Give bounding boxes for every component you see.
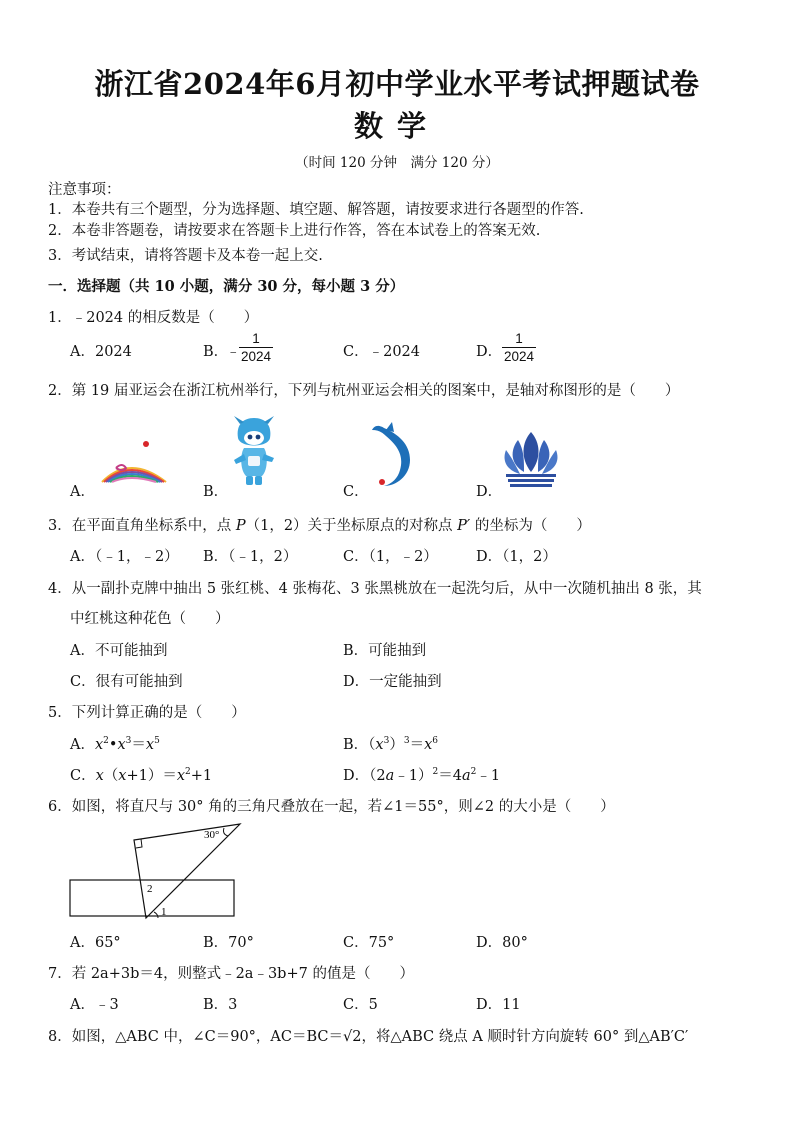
q3-option-d[interactable]: D．（1，2） <box>476 549 557 565</box>
q2-option-c[interactable]: C． <box>343 484 369 500</box>
option-label: D． <box>343 768 370 784</box>
time-info: （时间 120 分钟 满分 120 分） <box>295 155 499 171</box>
q6-ruler-triangle-figure <box>66 818 242 922</box>
q2-option-d[interactable]: D． <box>476 484 503 500</box>
q4-option-a[interactable]: A．不可能抽到 <box>70 643 168 659</box>
fraction-denominator: 2024 <box>240 349 272 364</box>
q1-option-b-sign: ﹣ <box>226 344 241 360</box>
notes-heading: 注意事项： <box>48 182 121 198</box>
section-heading: 一．选择题（共 10 小题，满分 30 分，每小题 3 分） <box>48 278 405 295</box>
q5-option-c[interactable]: C．$x(x+1)=x^2+1$ <box>70 767 213 784</box>
q1-option-d-label[interactable]: D． <box>476 344 503 360</box>
lotus-icon <box>500 428 562 490</box>
q3-stem-mid: （1，2）关于坐标原点的对称点 <box>245 518 458 534</box>
q3-stem-post: 的坐标为（ ） <box>470 518 591 534</box>
q1-option-a[interactable]: A．2024 <box>70 344 132 360</box>
q3-point-p-prime: P′ <box>457 518 471 534</box>
q2-stem: 2．第 19 届亚运会在浙江杭州举行，下列与杭州亚运会相关的图案中，是轴对称图形的是（ ） <box>48 383 680 399</box>
rainbow-emblem-icon <box>96 436 172 488</box>
mascot-icon <box>230 414 278 490</box>
q6-option-b[interactable]: B．70° <box>203 935 254 951</box>
subject-title: 数学 <box>353 109 440 143</box>
q3-option-c[interactable]: C．（1，﹣2） <box>343 549 438 565</box>
fraction-numerator: 1 <box>252 331 260 346</box>
q3-stem <box>48 514 591 535</box>
fraction-numerator: 1 <box>515 331 523 346</box>
q6-option-c[interactable]: C．75° <box>343 935 395 951</box>
q1-option-b-fraction <box>239 331 273 364</box>
q7-option-a[interactable]: A．﹣3 <box>70 997 119 1013</box>
q5-option-d[interactable]: D．$(2a﹣1)^2=4a^2﹣1$ <box>343 767 501 784</box>
q6-stem: 6．如图，将直尺与 30° 角的三角尺叠放在一起，若∠1＝55°，则∠2 的大小是（ ） <box>48 799 615 815</box>
q2-option-b[interactable]: B． <box>203 484 229 500</box>
q4-option-c[interactable]: C．很有可能抽到 <box>70 674 183 690</box>
q4-stem-line2: 中红桃这种花色（ ） <box>70 611 230 627</box>
note-item: 1．本卷共有三个题型，分为选择题、填空题、解答题，请按要求进行各题型的作答. <box>48 202 584 218</box>
q2-option-a[interactable]: A． <box>70 484 95 500</box>
fraction-denominator: 2024 <box>503 349 535 364</box>
q1-stem: 1．﹣2024 的相反数是（ ） <box>48 310 259 326</box>
q6-option-a[interactable]: A．65° <box>70 935 121 951</box>
option-label: B． <box>343 737 369 753</box>
q5-option-b[interactable]: B．$(x^3)^3=x^6$ <box>343 736 438 753</box>
option-label: C． <box>70 768 96 784</box>
q7-option-c[interactable]: C．5 <box>343 997 378 1013</box>
q6-angle-2-label: 2 <box>147 883 153 895</box>
q3-option-a[interactable]: A．（﹣1，﹣2） <box>70 549 179 565</box>
q1-option-c[interactable]: C．﹣2024 <box>343 344 420 360</box>
q4-option-d[interactable]: D．一定能抽到 <box>343 674 442 690</box>
q6-option-d[interactable]: D．80° <box>476 935 528 951</box>
q1-option-d-fraction <box>502 331 536 364</box>
q7-option-d[interactable]: D．11 <box>476 997 521 1013</box>
q8-stem: 8．如图，△ABC 中，∠C＝90°，AC＝BC＝√2，将△ABC 绕点 A 顺时针方向旋转 60° 到△AB′C′ <box>48 1029 689 1045</box>
q4-stem-line1: 4．从一副扑克牌中抽出 5 张红桃、4 张梅花、3 张黑桃放在一起洗匀后，从中一次随机抽出 8 张，其 <box>48 581 702 597</box>
exam-title: 浙江省2024年6月初中学业水平考试押题试卷 <box>94 67 700 101</box>
dolphin-icon <box>370 420 418 490</box>
q7-option-b[interactable]: B．3 <box>203 997 238 1013</box>
q3-point-p: P <box>235 518 246 534</box>
q3-stem-pre: 3．在平面直角坐标系中，点 <box>48 518 236 534</box>
q7-stem: 7．若 2a+3b＝4，则整式﹣2a﹣3b+7 的值是（ ） <box>48 966 414 982</box>
q3-option-b[interactable]: B．（﹣1，2） <box>203 549 298 565</box>
note-item: 2．本卷非答题卷，请按要求在答题卡上进行作答，答在本试卷上的答案无效. <box>48 223 541 239</box>
note-item: 3．考试结束，请将答题卡及本卷一起上交. <box>48 248 323 264</box>
q5-stem: 5．下列计算正确的是（ ） <box>48 705 246 721</box>
fraction-bar <box>502 347 536 348</box>
q4-option-b[interactable]: B．可能抽到 <box>343 643 427 659</box>
q6-angle-label: 30° <box>204 829 220 841</box>
q6-angle-1-label: 1 <box>161 906 167 918</box>
option-label: A． <box>70 737 95 753</box>
q1-option-b-label[interactable]: B． <box>203 344 229 360</box>
q5-option-a[interactable]: A．$x^2•x^3=x^5$ <box>70 736 160 753</box>
fraction-bar <box>239 347 273 348</box>
